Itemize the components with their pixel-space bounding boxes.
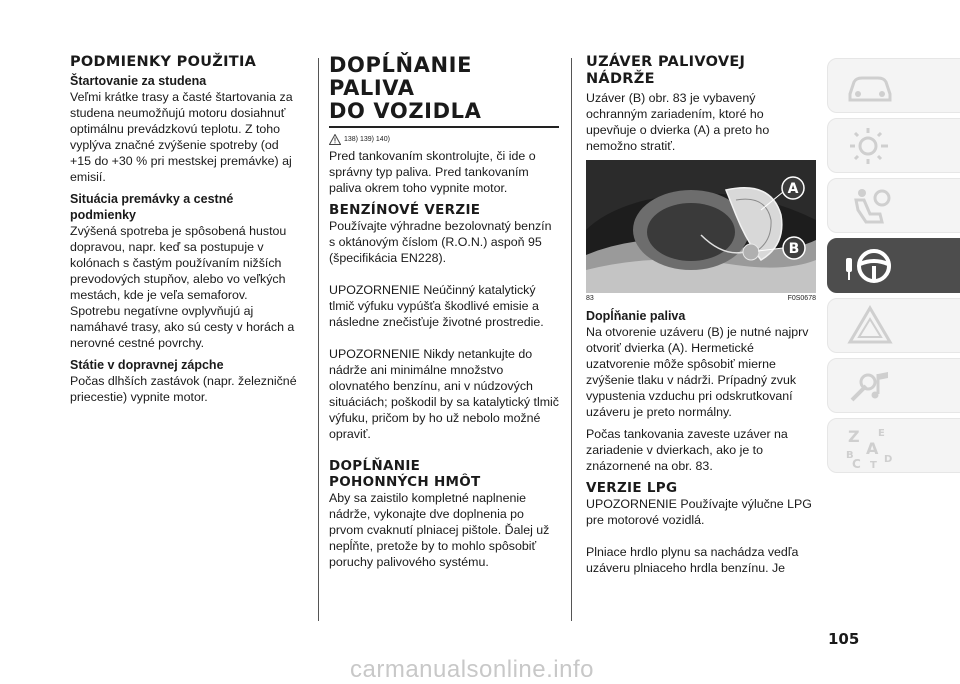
chapter-title: [329, 54, 559, 123]
title-rule: [329, 126, 559, 128]
heading-petrol-versions: BENZÍNOVÉ VERZIE: [329, 201, 481, 218]
paragraph-cold-start: Veľmi krátke trasy a časté štartovania za studena neumožňujú motoru dosiahnuť optimálnu prevádzkovú teplotu. Z toho vyplýva značné zvýšenie spotreby (od +15 do +30 % pri mestskej premávke) aj emisií.: [70, 90, 293, 184]
index-letter: C: [852, 456, 861, 468]
paragraph-traffic: Zvýšená spotreba je spôsobená hustou dopravou, napr. keď sa postupuje v kolónach s častým používaním nižších prevodových stupňov, alebo vo veľkých mestách, kde je veľa semaforov. Spotrebu negatívne ovplyvňujú aj namáhavé trasy, ako sú cesty v horách a nerovné cestné povrchy.: [70, 224, 295, 350]
figure-label-a: A: [787, 181, 799, 197]
warning-triangle-icon: [329, 134, 341, 145]
heading-fuel-filling-line-1: DOPĹŇANIE: [329, 457, 421, 474]
page-number: 105: [828, 630, 860, 648]
tab-maintenance-multimedia[interactable]: [827, 358, 960, 413]
index-letter: B: [846, 449, 854, 461]
subheading-traffic: Situácia premávky a cestné podmienky: [70, 192, 234, 222]
warning-references: [329, 134, 559, 145]
tab-lights[interactable]: [827, 118, 960, 173]
section-heading-usage-conditions: PODMIENKY POUŽITIA: [70, 54, 257, 70]
warning-triangle-icon: [844, 304, 894, 348]
column-3: [586, 54, 816, 582]
tab-emergency[interactable]: [827, 298, 960, 353]
column-divider: [318, 58, 319, 621]
index-letter: E: [878, 427, 885, 439]
wrench-music-icon: [844, 364, 894, 408]
index-letter: Z: [848, 426, 860, 446]
chapter-title-line-2: DO VOZIDLA: [329, 99, 482, 123]
column-1: [70, 54, 298, 411]
index-letter: D: [884, 453, 893, 465]
paragraph-open-cap: Na otvorenie uzáveru (B) je nutné najprv otvoriť dvierka (A). Hermetické uzatvorenie môže spôsobiť mierne zvýšenie tlaku v nádrži. Prípadný zvuk vypustenia vzduchu pri odskrutkovaní uzáveru je preto normálny.: [586, 325, 809, 419]
fuel-cap-figure: [586, 160, 816, 293]
watermark: carmanualsonline.info: [350, 656, 594, 683]
heading-lpg-versions: VERZIE LPG: [586, 480, 678, 496]
section-heading-fuel-cap-line-1: UZÁVER PALIVOVEJ: [586, 54, 746, 70]
seat-airbag-icon: [844, 184, 894, 228]
paragraph-hang-cap: Počas tankovania zaveste uzáver na zariadenie v dvierkach, ako je to znázornené na obr. 83.: [586, 427, 788, 473]
tab-index[interactable]: [827, 418, 960, 473]
figure-label-b: B: [788, 241, 800, 257]
column-divider: [571, 58, 572, 621]
tab-starting-driving[interactable]: [827, 238, 960, 293]
fuel-cap-illustration: [586, 160, 816, 293]
car-dashboard-icon: [844, 64, 894, 108]
heading-fuel-filling-line-2: POHONNÝCH HMÔT: [329, 473, 481, 490]
paragraph-before-refuel: Pred tankovaním skontrolujte, či ide o správny typ paliva. Pred tankovaním paliva okrem toho vypnite motor.: [329, 148, 536, 195]
chapter-tabs: [827, 58, 960, 478]
tab-safety[interactable]: [827, 178, 960, 233]
heading-fuel-filling: [329, 458, 559, 490]
section-heading-fuel-cap-line-2: NÁDRŽE: [586, 71, 655, 87]
figure-caption: [586, 295, 816, 302]
paragraph-traffic-jam: Počas dlhších zastávok (napr. železničné priecestie) vypnite motor.: [70, 374, 297, 404]
chapter-title-line-1: DOPĹŇANIE PALIVA: [329, 53, 473, 100]
index-letter: A: [866, 438, 879, 458]
lights-icon: [844, 124, 894, 168]
paragraph-lpg-inlet: Plniace hrdlo plynu sa nachádza vedľa uzáveru plniaceho hrdla benzínu. Je: [586, 545, 799, 575]
subheading-refuelling: Dopĺňanie paliva: [586, 309, 686, 323]
subheading-cold-start: Štartovanie za studena: [70, 74, 207, 88]
index-letter: T: [870, 459, 877, 468]
paragraph-lpg-warning: UPOZORNENIE Používajte výlučne LPG pre motorové vozidlá.: [586, 497, 812, 527]
column-2: [329, 54, 559, 576]
paragraph-warning-leaded: UPOZORNENIE Nikdy netankujte do nádrže ani minimálne množstvo olovnatého benzínu, ani v núdzových situáciách; poškodil by sa katalytický tlmič výfuku, pričom by ho už nebolo možné opraviť.: [329, 346, 560, 441]
paragraph-warning-catalyst: UPOZORNENIE Neúčinný katalytický tlmič výfuku vypúšťa škodlivé emisie a následne znečisťuje životné prostredie.: [329, 282, 544, 329]
paragraph-fuel-filling: Aby sa zaistilo kompletné naplnenie nádrže, vykonajte dve doplnenia po prvom cvaknutí plniacej pištole. Ďalej už nepĺňte, pretože by to mohlo spôsobiť poruchy palivového systému.: [329, 490, 550, 569]
section-heading-fuel-cap: [586, 54, 816, 88]
paragraph-petrol-spec: Používajte výhradne bezolovnatý benzín s oktánovým číslom (R.O.N.) aspoň 95 (špecifikácia EN228).: [329, 218, 552, 265]
paragraph-fuel-cap: Uzáver (B) obr. 83 je vybavený ochranným zariadením, ktoré ho upevňuje o dvierka (A) a preto ho nemožno stratiť.: [586, 91, 770, 153]
subheading-traffic-jam: Státie v dopravnej zápche: [70, 358, 224, 372]
reference-numbers: 138) 139) 140): [344, 135, 390, 143]
tab-dashboard[interactable]: [827, 58, 960, 113]
figure-code: F0S0678: [787, 295, 816, 302]
key-steering-wheel-icon: [844, 244, 894, 288]
figure-number: 83: [586, 295, 594, 302]
alphabet-index-icon: [844, 424, 894, 468]
